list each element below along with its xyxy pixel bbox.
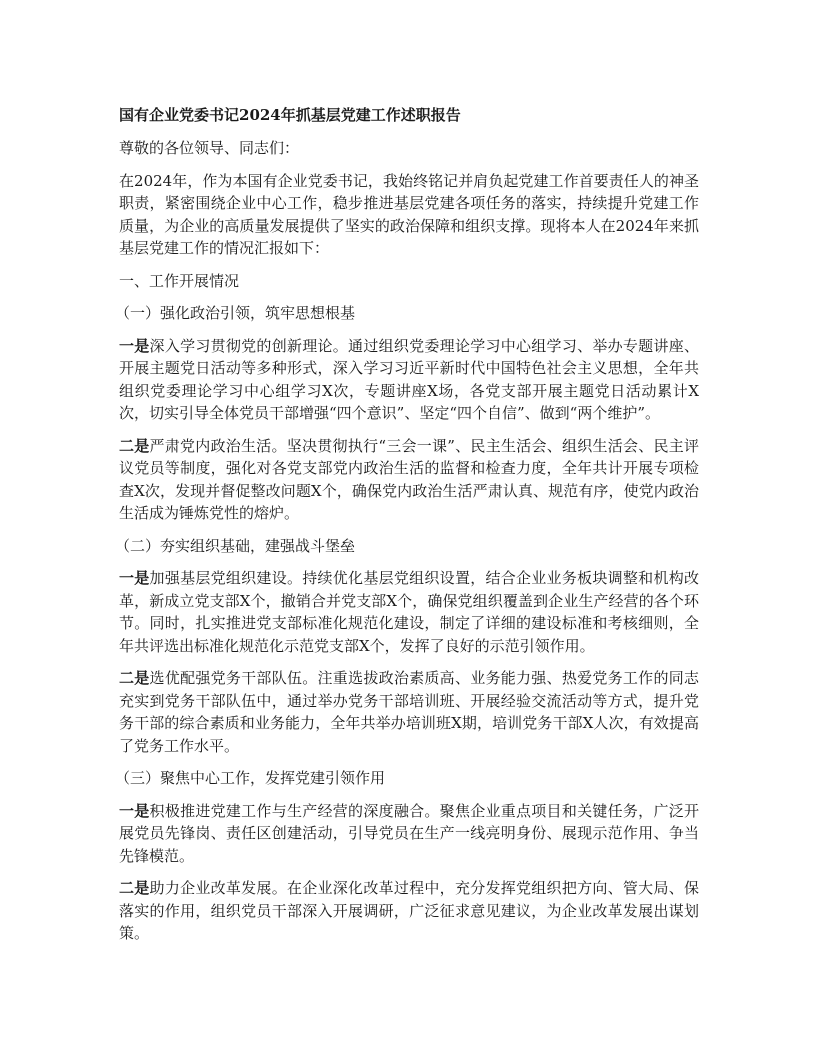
paragraph-lead: 二是 [119, 879, 150, 897]
subsection-heading-2: （二）夯实组织基础，建强战斗堡垒 [115, 536, 356, 555]
paragraph-3-2 [119, 877, 699, 945]
intro-paragraph: 在2024年，作为本国有企业党委书记，我始终铭记并肩负起党建工作首要责任人的神圣职责，紧密围绕企业中心工作，稳步推进基层党建各项任务的落实，持续提升党建工作质量，为企业的高质量发展提供了坚实的政治保障和组织支撑。现将本人在2024年来抓基层党建工作的情况汇报如下： [119, 171, 699, 257]
document-title: 国有企业党委书记2024年抓基层党建工作述职报告 [119, 106, 461, 124]
paragraph-text: 选优配强党务干部队伍。注重选拔政治素质高、业务能力强、热爱党务工作的同志充实到党务干部队伍中，通过举办党务干部培训班、开展经验交流活动等方式，提升党务干部的综合素质和业务能力，全年共举办培训班X期，培训党务干部X人次，有效提高了党务工作水平。 [119, 669, 699, 755]
paragraph-text: 深入学习贯彻党的创新理论。通过组织党委理论学习中心组学习、举办专题讲座、开展主题党日活动等多种形式，深入学习习近平新时代中国特色社会主义思想，全年共组织党委理论学习中心组学习X次，专题讲座X场，各党支部开展主题党日活动累计X次，切实引导全体党员干部增强“四个意识”、坚定“四个自信”、做到“两个维护”。 [119, 336, 699, 422]
paragraph-lead: 一是 [119, 569, 150, 587]
paragraph-text: 积极推进党建工作与生产经营的深度融合。聚焦企业重点项目和关键任务，广泛开展党员先锋岗、责任区创建活动，引导党员在生产一线亮明身份、展现示范作用、争当先锋模范。 [119, 801, 699, 865]
paragraph-lead: 一是 [119, 336, 150, 355]
section-heading: 一、工作开展情况 [119, 271, 240, 290]
paragraph-text: 加强基层党组织建设。持续优化基层党组织设置，结合企业业务板块调整和机构改革，新成立党支部X个，撤销合并党支部X个，确保党组织覆盖到企业生产经营的各个环节。同时，扎实推进党支部标准化规范化建设，制定了详细的建设标准和考核细则，全年共评选出标准化规范化示范党支部X个，发挥了良好的示范引领作用。 [119, 569, 699, 655]
document-page [115, 104, 699, 955]
paragraph-lead: 二是 [119, 669, 150, 687]
subsection-heading-3: （三）聚焦中心工作，发挥党建引领作用 [115, 769, 386, 787]
paragraph-text: 助力企业改革发展。在企业深化改革过程中，充分发挥党组织把方向、管大局、保落实的作用，组织党员干部深入开展调研，广泛征求意见建议，为企业改革发展出谋划策。 [119, 879, 699, 942]
paragraph-2-2 [119, 667, 699, 757]
subsection-heading-1: （一）强化政治引领，筑牢思想根基 [115, 304, 356, 322]
paragraph-1-1 [119, 335, 699, 425]
paragraph-lead: 二是 [119, 436, 150, 455]
paragraph-lead: 一是 [119, 801, 150, 820]
greeting: 尊敬的各位领导、同志们： [119, 139, 300, 157]
paragraph-3-1 [119, 800, 699, 868]
paragraph-text: 严肃党内政治生活。坚决贯彻执行“三会一课”、民主生活会、组织生活会、民主评议党员等制度，强化对各党支部党内政治生活的监督和检查力度，全年共计开展专项检查X次，发现并督促整改问题X个，确保党内政治生活严肃认真、规范有序，使党内政治生活成为锤炼党性的熔炉。 [119, 436, 699, 522]
paragraph-1-2 [119, 435, 699, 525]
paragraph-2-1 [119, 567, 699, 657]
